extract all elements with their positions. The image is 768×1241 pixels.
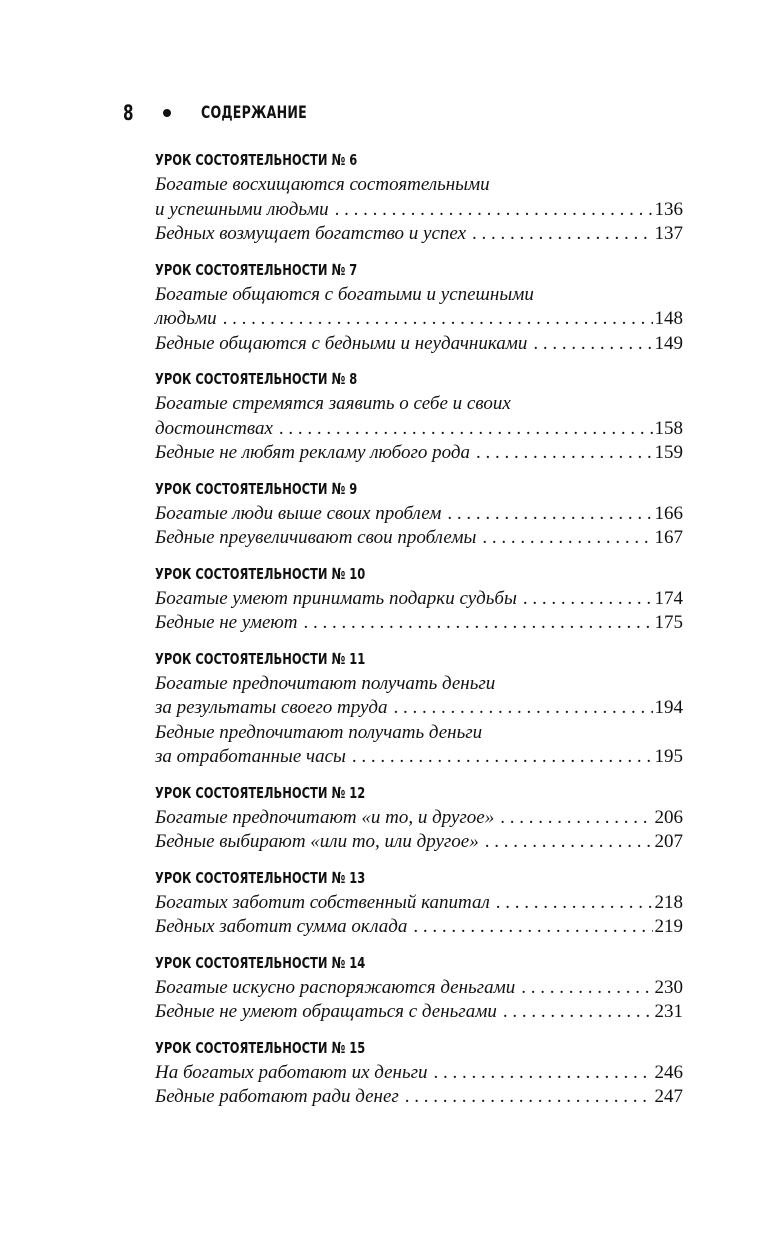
entry-title: Бедных возмущает богатство и успех	[155, 223, 467, 244]
leader-dots	[500, 806, 652, 831]
entry-title: Богатые люди выше своих проблем	[155, 502, 442, 524]
entry-row	[155, 976, 683, 1001]
toc-lesson	[155, 780, 683, 855]
toc-entry[interactable]	[155, 611, 683, 636]
toc-lesson	[155, 646, 683, 770]
leader-dots	[304, 611, 653, 636]
section-title: СОДЕРЖАНИЕ	[201, 103, 307, 123]
entry-row	[155, 587, 683, 612]
entry-title-line: Богатые стремятся заявить о себе и своих	[155, 393, 511, 414]
lesson-title: УРОК СОСТОЯТЕЛЬНОСТИ № 8	[155, 370, 358, 388]
entry-row	[155, 526, 683, 551]
leader-dots	[523, 587, 653, 612]
entry-row	[155, 745, 683, 770]
leader-dots	[413, 915, 652, 940]
leader-dots	[472, 222, 652, 247]
entry-row	[155, 915, 683, 940]
leader-dots	[503, 1000, 653, 1025]
entry-title: людьми	[155, 308, 217, 329]
leader-dots	[496, 891, 653, 916]
leader-dots	[434, 1061, 653, 1086]
entry-page-number: 194	[654, 697, 683, 718]
entry-page-number: 158	[654, 417, 683, 439]
entry-title: Бедных заботит сумма оклада	[155, 916, 408, 937]
entry-title: Бедные не умеют обращаться с деньгами	[155, 1001, 497, 1022]
entry-title: Бедные выбирают «или то, или другое»	[155, 831, 479, 852]
leader-dots	[405, 1085, 653, 1110]
entry-page-number: 167	[654, 527, 683, 548]
entry-page-number: 246	[654, 1061, 683, 1083]
entry-page-number: 136	[654, 198, 683, 220]
toc-entry[interactable]	[155, 173, 683, 222]
entry-row	[155, 332, 683, 357]
toc-entry[interactable]	[155, 915, 683, 940]
toc-entry[interactable]	[155, 1061, 683, 1086]
entry-title-line: Богатые предпочитают получать деньги	[155, 672, 496, 694]
toc-lesson	[155, 950, 683, 1025]
entry-title: за отработанные часы	[155, 746, 346, 767]
page-number: 8	[123, 101, 134, 125]
entry-title: Богатые искусно распоряжаются деньгами	[155, 976, 516, 998]
entry-title-line: Бедные предпочитают получать деньги	[155, 721, 483, 743]
entry-title: Богатые умеют принимать подарки судьбы	[155, 587, 517, 609]
entry-page-number: 137	[654, 223, 683, 244]
entry-page-number: 174	[654, 587, 683, 609]
toc-lesson	[155, 366, 683, 466]
toc-entry[interactable]	[155, 721, 683, 770]
lesson-title: УРОК СОСТОЯТЕЛЬНОСТИ № 14	[155, 953, 366, 972]
toc-entry[interactable]	[155, 976, 683, 1001]
leader-dots	[394, 696, 653, 721]
entry-title: Бедные не любят рекламу любого рода	[155, 442, 470, 463]
entry-page-number: 207	[654, 831, 683, 852]
entry-page-number: 218	[654, 891, 683, 913]
toc-entry[interactable]	[155, 332, 683, 357]
leader-dots	[335, 198, 653, 223]
lesson-title: УРОК СОСТОЯТЕЛЬНОСТИ № 15	[155, 1038, 366, 1057]
entry-page-number: 230	[654, 976, 683, 998]
entry-row	[155, 830, 683, 855]
entry-row	[155, 611, 683, 636]
toc-entry[interactable]	[155, 587, 683, 612]
entry-title: Бедные работают ради денег	[155, 1086, 399, 1107]
entry-title: Богатые предпочитают «и то, и другое»	[155, 806, 495, 828]
entry-page-number: 206	[654, 806, 683, 828]
toc-entry[interactable]	[155, 806, 683, 831]
toc-entry[interactable]	[155, 392, 683, 441]
toc-entry[interactable]	[155, 441, 683, 466]
entry-page-number: 247	[654, 1086, 683, 1107]
leader-dots	[447, 502, 652, 527]
entry-row	[155, 696, 683, 721]
toc-lesson	[155, 561, 683, 636]
toc-entry[interactable]	[155, 672, 683, 721]
leader-dots	[521, 976, 652, 1001]
toc-entry[interactable]	[155, 502, 683, 527]
entry-title-line: Богатые восхищаются состоятельными	[155, 174, 490, 195]
entry-title: достоинствах	[155, 417, 273, 439]
entry-row	[155, 502, 683, 527]
toc-lesson	[155, 865, 683, 940]
leader-dots	[485, 830, 653, 855]
entry-row	[155, 441, 683, 466]
entry-row	[155, 1085, 683, 1110]
leader-dots	[352, 745, 653, 770]
entry-row	[155, 222, 683, 247]
entry-title-line: Богатые общаются с богатыми и успешными	[155, 283, 534, 305]
entry-page-number: 195	[654, 746, 683, 767]
toc-entry[interactable]	[155, 891, 683, 916]
entry-row	[155, 1061, 683, 1086]
lesson-title: УРОК СОСТОЯТЕЛЬНОСТИ № 11	[155, 649, 366, 668]
lesson-title: УРОК СОСТОЯТЕЛЬНОСТИ № 9	[155, 479, 358, 498]
lesson-title: УРОК СОСТОЯТЕЛЬНОСТИ № 12	[155, 783, 366, 802]
leader-dots	[279, 417, 653, 442]
lesson-title: УРОК СОСТОЯТЕЛЬНОСТИ № 13	[155, 868, 366, 887]
entry-page-number: 231	[654, 1001, 683, 1022]
toc-lesson	[155, 257, 683, 357]
entry-title: Богатых заботит собственный капитал	[155, 891, 490, 913]
leader-dots	[482, 526, 652, 551]
toc-entry[interactable]	[155, 1085, 683, 1110]
toc-entry[interactable]	[155, 222, 683, 247]
entry-title: и успешными людьми	[155, 198, 329, 220]
entry-title: за результаты своего труда	[155, 697, 388, 718]
entry-page-number: 159	[654, 442, 683, 463]
toc-entry[interactable]	[155, 526, 683, 551]
entry-page-number: 148	[654, 308, 683, 329]
entry-row	[155, 891, 683, 916]
entry-title: Бедные не умеют	[155, 612, 298, 633]
entry-row	[155, 806, 683, 831]
leader-dots	[223, 307, 653, 332]
page-header	[123, 98, 344, 128]
toc-lesson	[155, 147, 683, 247]
entry-page-number: 175	[654, 612, 683, 633]
toc-entry[interactable]	[155, 830, 683, 855]
toc-lesson	[155, 476, 683, 551]
toc-entry[interactable]	[155, 283, 683, 332]
entry-title: Бедные преувеличивают свои проблемы	[155, 527, 477, 548]
leader-dots	[476, 441, 653, 466]
entry-page-number: 219	[654, 916, 683, 937]
lesson-title: УРОК СОСТОЯТЕЛЬНОСТИ № 6	[155, 151, 358, 169]
entry-title: На богатых работают их деньги	[155, 1061, 428, 1083]
toc-entry[interactable]	[155, 1000, 683, 1025]
entry-page-number: 149	[654, 332, 683, 354]
leader-dots	[533, 332, 652, 357]
entry-title: Бедные общаются с бедными и неудачниками	[155, 332, 528, 354]
toc-lesson	[155, 1035, 683, 1110]
entry-page-number: 166	[654, 502, 683, 524]
table-of-contents	[155, 147, 683, 1120]
bullet-icon	[163, 109, 171, 117]
entry-row	[155, 417, 683, 442]
entry-row	[155, 198, 683, 223]
lesson-title: УРОК СОСТОЯТЕЛЬНОСТИ № 10	[155, 564, 366, 583]
entry-row	[155, 307, 683, 332]
lesson-title: УРОК СОСТОЯТЕЛЬНОСТИ № 7	[155, 260, 358, 279]
entry-row	[155, 1000, 683, 1025]
